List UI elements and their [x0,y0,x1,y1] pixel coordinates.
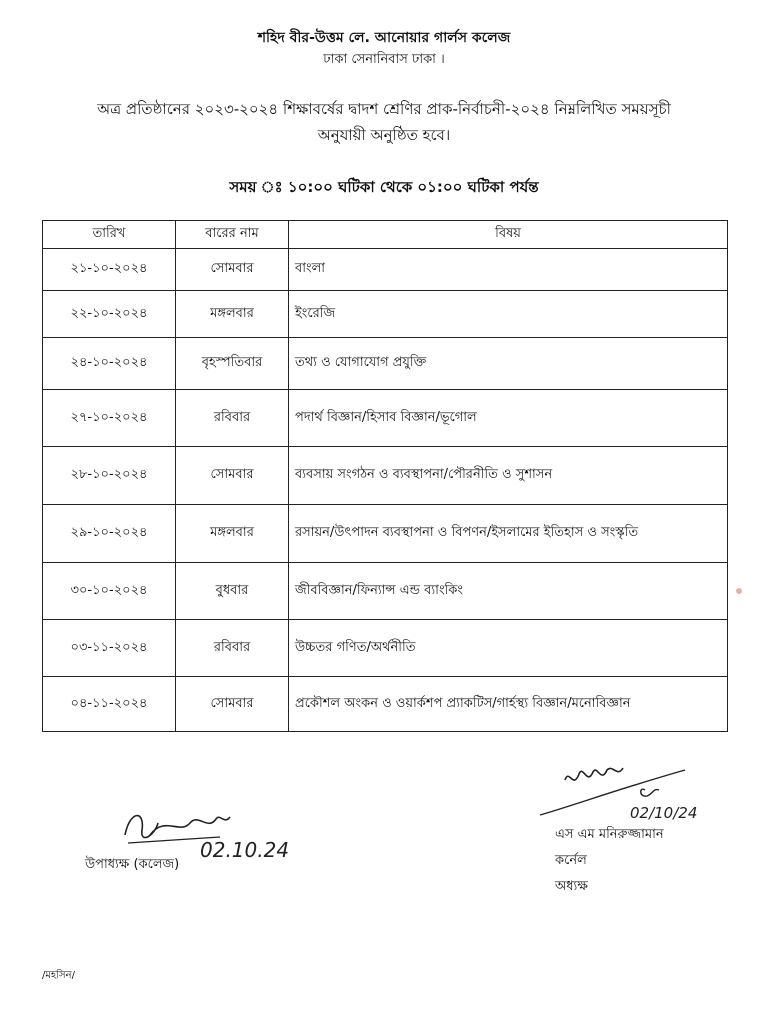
institution-name: শহিদ বীর-উত্তম লে. আনোয়ার গার্লস কলেজ [257,30,511,46]
row-day: সোমবার [176,447,289,505]
header-day: বারের নাম [176,221,289,249]
ink-mark [736,588,742,594]
row-day: রবিবার [176,620,289,677]
table-row [43,249,728,291]
row-day: সোমবার [176,249,289,291]
row-date: ৩০-১০-২০২৪ [43,563,176,620]
principal-rank: কর্নেল [555,853,587,868]
header-subject: বিষয় [289,221,728,249]
table-header-row [43,221,728,249]
reference-mark: /মহসিন/ [42,970,75,981]
row-subject: উচ্চতর গণিত/অর্থনীতি [289,620,728,677]
table-row [43,620,728,677]
row-date: ০৩-১১-২০২৪ [43,620,176,677]
principal-designation: অধ্যক্ষ [555,879,588,894]
row-day: মঙ্গলবার [176,291,289,338]
institution-address: ঢাকা সেনানিবাস ঢাকা । [323,52,445,67]
table-row [43,505,728,563]
vice-principal-sign-date: 02.10.24 [200,838,290,862]
header-date: তারিখ [43,221,176,249]
row-date: ২১-১০-২০২৪ [43,249,176,291]
row-subject: রসায়ন/উৎপাদন ব্যবস্থাপনা ও বিপণন/ইসলামের ইতিহাস ও সংস্কৃতি [289,505,728,563]
table-row [43,563,728,620]
row-day: মঙ্গলবার [176,505,289,563]
row-date: ২৪-১০-২০২৪ [43,338,176,390]
principal-signature [535,760,735,828]
table-row [43,390,728,447]
row-date: ২২-১০-২০২৪ [43,291,176,338]
row-subject: ব্যবসায় সংগঠন ও ব্যবস্থাপনা/পৌরনীতি ও সুশাসন [289,447,728,505]
principal-sign-date: 02/10/24 [630,804,698,822]
row-subject: প্রকৌশল অংকন ও ওয়ার্কশপ প্র্যাকটিস/গার্হস্থ্য বিজ্ঞান/মনোবিজ্ঞান [289,677,728,732]
row-date: ২৭-১০-২০২৪ [43,390,176,447]
row-day: বুধবার [176,563,289,620]
table-row [43,338,728,390]
row-subject: জীববিজ্ঞান/ফিন্যান্স এন্ড ব্যাংকিং [289,563,728,620]
row-day: সোমবার [176,677,289,732]
row-date: ২৯-১০-২০২৪ [43,505,176,563]
table-row [43,447,728,505]
row-subject: ইংরেজি [289,291,728,338]
row-day: বৃহস্পতিবার [176,338,289,390]
row-subject: বাংলা [289,249,728,291]
notice-line-2: অনুযায়ী অনুষ্ঠিত হবে। [317,126,451,144]
row-date: ২৮-১০-২০২৪ [43,447,176,505]
table-row [43,677,728,732]
exam-time: সময় ঃ ১০:০০ ঘটিকা থেকে ০১:০০ ঘটিকা পর্যন্ত [229,178,539,196]
principal-name: এস এম মনিরুজ্জামান [555,827,664,842]
row-subject: পদার্থ বিজ্ঞান/হিসাব বিজ্ঞান/ভূগোল [289,390,728,447]
row-date: ০৪-১১-২০২৪ [43,677,176,732]
row-day: রবিবার [176,390,289,447]
notice-line-1: অত্র প্রতিষ্ঠানের ২০২৩-২০২৪ শিক্ষাবর্ষের দ্বাদশ শ্রেণির প্রাক-নির্বাচনী-২০২৪ নিম্নলিখিত সময়সূচী [97,100,671,118]
exam-routine-table [42,220,728,732]
row-subject: তথ্য ও যোগাযোগ প্রযুক্তি [289,338,728,390]
vice-principal-title: উপাধ্যক্ষ (কলেজ) [85,857,180,872]
table-row [43,291,728,338]
